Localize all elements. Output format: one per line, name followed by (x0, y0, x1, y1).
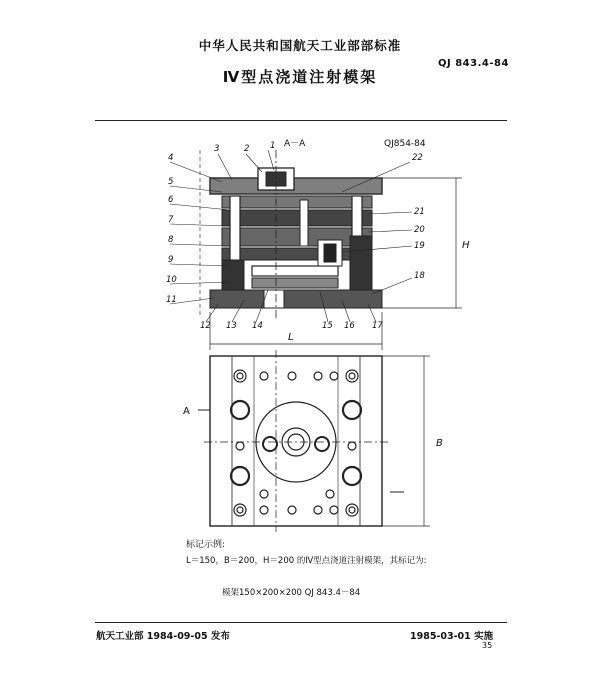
callout-4: 4 (168, 153, 174, 163)
dimension-l-label: L (288, 332, 294, 343)
issued-date: 航天工业部 1984-09-05 发布 (96, 631, 230, 642)
section-marker-label: A (183, 406, 190, 417)
marking-example-text: L＝150，B＝200，H＝200 的Ⅳ型点浇道注射模架，其标记为: (186, 556, 427, 566)
bottom-rule (95, 622, 507, 623)
callout-5: 5 (168, 177, 174, 187)
page-title: Ⅳ型点浇道注射模架 (222, 68, 378, 86)
marking-example-designation: 模架150×200×200 QJ 843.4－84 (222, 588, 361, 598)
callout-12: 12 (200, 321, 211, 331)
callout-18: 18 (414, 271, 425, 281)
callout-10: 10 (166, 275, 177, 285)
standard-ref-label: QJ854-84 (384, 139, 426, 149)
marking-example-heading: 标记示例: (186, 540, 226, 550)
page-number: 35 (482, 641, 493, 650)
callout-2: 2 (244, 144, 250, 154)
callout-16: 16 (344, 321, 355, 331)
standard-org-header: 中华人民共和国航天工业部部标准 (198, 38, 402, 53)
standard-code: QJ 843.4-84 (438, 58, 509, 69)
section-label: A－A (284, 139, 306, 149)
callout-21: 21 (414, 207, 425, 217)
callout-14: 14 (252, 321, 263, 331)
callout-11: 11 (166, 295, 177, 305)
callout-20: 20 (414, 225, 425, 235)
callout-6: 6 (168, 195, 174, 205)
callout-1: 1 (270, 141, 276, 151)
callout-19: 19 (414, 241, 425, 251)
dimension-b-label: B (436, 438, 443, 449)
callout-17: 17 (372, 321, 383, 331)
callout-3: 3 (214, 144, 220, 154)
effective-date: 1985-03-01 实施 (410, 631, 494, 642)
callout-7: 7 (168, 215, 174, 225)
callout-8: 8 (168, 235, 174, 245)
callout-9: 9 (168, 255, 174, 265)
dimension-h-label: H (462, 240, 470, 251)
callout-15: 15 (322, 321, 333, 331)
callout-13: 13 (226, 321, 237, 331)
callout-22: 22 (412, 153, 423, 163)
